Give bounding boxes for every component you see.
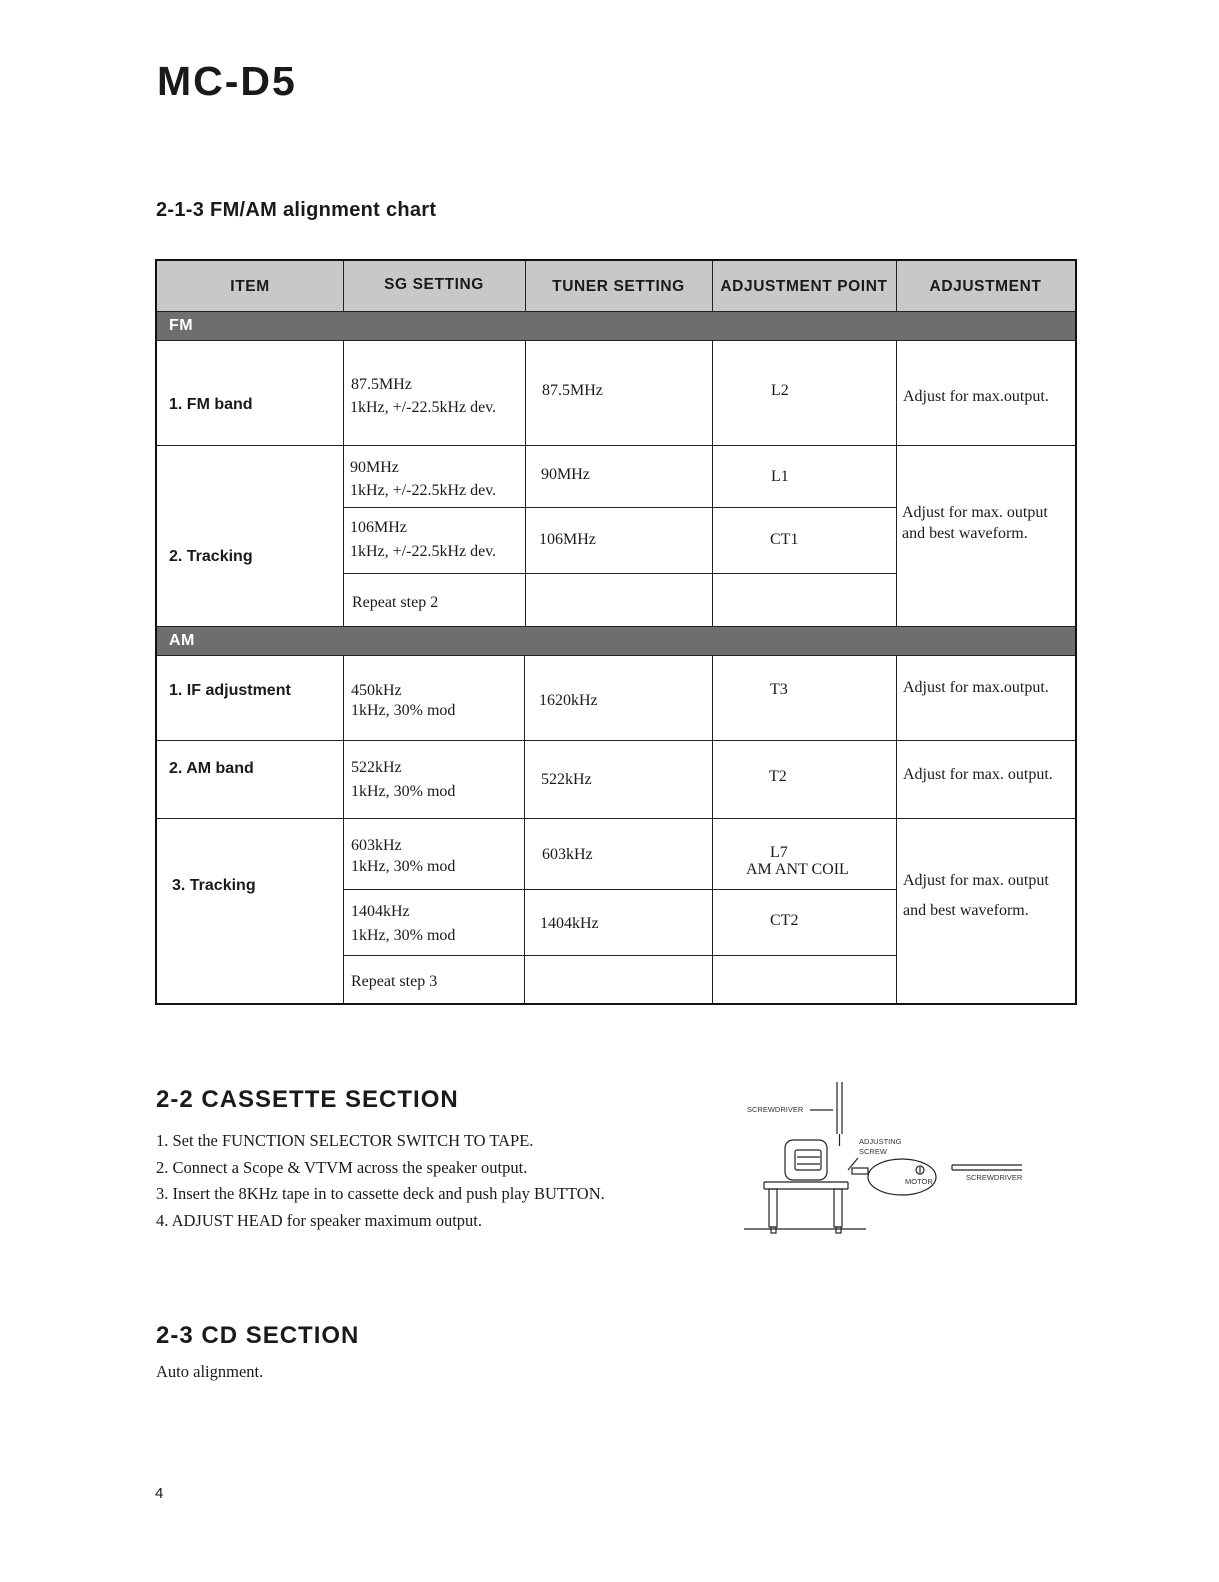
table-rule — [343, 889, 896, 890]
head-adjustment-diagram — [740, 1078, 1040, 1238]
tuner-am-if: 1620kHz — [539, 692, 598, 709]
table-rule — [343, 573, 896, 574]
table-rule — [712, 261, 713, 312]
label-screw: SCREW — [859, 1147, 887, 1156]
model-title: MC-D5 — [157, 58, 297, 104]
point-am-if: T3 — [770, 681, 788, 698]
sg-am-band-mod: 1kHz, 30% mod — [351, 783, 456, 800]
sg-fm-tracking-2-freq: 106MHz — [350, 519, 407, 536]
item-fm-tracking: 2. Tracking — [169, 548, 253, 565]
page-number: 4 — [155, 1485, 164, 1502]
table-rule — [157, 445, 1075, 446]
point-am-band: T2 — [769, 768, 787, 785]
sg-am-tracking-2-mod: 1kHz, 30% mod — [351, 927, 456, 944]
cassette-step-2: 2. Connect a Scope & VTVM across the speaker output. — [156, 1157, 528, 1177]
tuner-fm-band: 87.5MHz — [542, 382, 603, 399]
table-rule — [343, 261, 344, 312]
table-rule — [157, 655, 1075, 656]
alignment-chart-heading: 2-1-3 FM/AM alignment chart — [156, 199, 437, 221]
item-am-tracking: 3. Tracking — [172, 877, 256, 894]
sg-fm-tracking-2-mod: 1kHz, +/-22.5kHz dev. — [350, 543, 497, 560]
tuner-fm-tracking-1: 90MHz — [541, 466, 590, 483]
header-adjustment-point: ADJUSTMENT POINT — [720, 278, 888, 295]
header-tuner-setting: TUNER SETTING — [552, 278, 685, 295]
table-rule — [343, 955, 896, 956]
tuner-fm-tracking-2: 106MHz — [539, 531, 596, 548]
alignment-table — [155, 259, 1077, 1005]
label-adjusting: ADJUSTING — [859, 1137, 902, 1146]
tuner-am-tracking-1: 603kHz — [542, 846, 593, 863]
cassette-step-1: 1. Set the FUNCTION SELECTOR SWITCH TO TAPE. — [156, 1131, 534, 1150]
header-sg-setting: SG SETTING — [384, 276, 484, 293]
adjustment-fm-band: Adjust for max.output. — [903, 388, 1049, 405]
header-adjustment: ADJUSTMENT — [929, 278, 1042, 295]
sg-fm-tracking-1-mod: 1kHz, +/-22.5kHz dev. — [350, 482, 497, 499]
item-fm-band: 1. FM band — [169, 396, 253, 413]
label-screwdriver-right: SCREWDRIVER — [966, 1173, 1023, 1182]
table-rule — [343, 507, 896, 508]
adjustment-am-if: Adjust for max.output. — [903, 679, 1049, 696]
table-rule — [524, 655, 525, 1003]
point-am-tracking-2: CT2 — [770, 912, 799, 929]
sg-fm-tracking-1-freq: 90MHz — [350, 459, 399, 476]
sg-fm-band-freq: 87.5MHz — [351, 376, 412, 393]
header-item: ITEM — [230, 278, 270, 295]
adjustment-am-tracking-line2: and best waveform. — [903, 902, 1029, 919]
item-am-band: 2. AM band — [169, 760, 254, 777]
point-fm-tracking-2: CT1 — [770, 531, 799, 548]
table-rule — [157, 626, 1075, 627]
point-am-tracking-1-line1: L7 — [770, 844, 788, 861]
tuner-am-band: 522kHz — [541, 771, 592, 788]
am-band-row: AM — [157, 627, 1075, 655]
adjustment-fm-tracking-line2: and best waveform. — [902, 525, 1028, 542]
cd-section-heading: 2-3 CD SECTION — [156, 1322, 360, 1349]
point-fm-band: L2 — [771, 382, 789, 399]
table-rule — [525, 340, 526, 627]
table-rule — [896, 340, 897, 627]
table-rule — [343, 655, 344, 1003]
adjustment-am-band: Adjust for max. output. — [903, 766, 1053, 783]
label-screwdriver-top: SCREWDRIVER — [747, 1105, 804, 1114]
fm-band-row: FM — [157, 312, 1075, 340]
table-rule — [157, 740, 1075, 741]
sg-am-tracking-1-freq: 603kHz — [351, 837, 402, 854]
cassette-section-heading: 2-2 CASSETTE SECTION — [156, 1086, 459, 1113]
sg-am-tracking-1-mod: 1kHz, 30% mod — [351, 858, 456, 875]
table-rule — [157, 818, 1075, 819]
cd-section-text: Auto alignment. — [156, 1362, 264, 1381]
point-am-tracking-1-line2: AM ANT COIL — [746, 861, 849, 878]
table-rule — [712, 655, 713, 1003]
table-rule — [343, 340, 344, 627]
sg-am-tracking-2-freq: 1404kHz — [351, 903, 410, 920]
table-rule — [157, 340, 1075, 341]
sg-am-band-freq: 522kHz — [351, 759, 402, 776]
sg-am-if-freq: 450kHz — [351, 682, 402, 699]
cassette-step-4: 4. ADJUST HEAD for speaker maximum output. — [156, 1210, 482, 1230]
sg-fm-tracking-repeat: Repeat step 2 — [352, 594, 439, 611]
cassette-steps — [156, 1128, 605, 1234]
sg-am-tracking-repeat: Repeat step 3 — [351, 973, 438, 990]
table-rule — [896, 261, 897, 312]
table-rule — [525, 261, 526, 312]
point-fm-tracking-1: L1 — [771, 468, 789, 485]
label-motor: MOTOR — [905, 1177, 933, 1186]
sg-am-if-mod: 1kHz, 30% mod — [351, 702, 456, 719]
tuner-am-tracking-2: 1404kHz — [540, 915, 599, 932]
item-am-if: 1. IF adjustment — [169, 682, 291, 699]
adjustment-am-tracking-line1: Adjust for max. output — [903, 872, 1049, 889]
cassette-step-3: 3. Insert the 8KHz tape in to cassette deck and push play BUTTON. — [156, 1184, 605, 1203]
adjustment-fm-tracking-line1: Adjust for max. output — [902, 504, 1048, 521]
sg-fm-band-mod: 1kHz, +/-22.5kHz dev. — [350, 399, 497, 416]
table-rule — [896, 655, 897, 1003]
table-rule — [712, 340, 713, 627]
table-rule — [157, 311, 1075, 312]
